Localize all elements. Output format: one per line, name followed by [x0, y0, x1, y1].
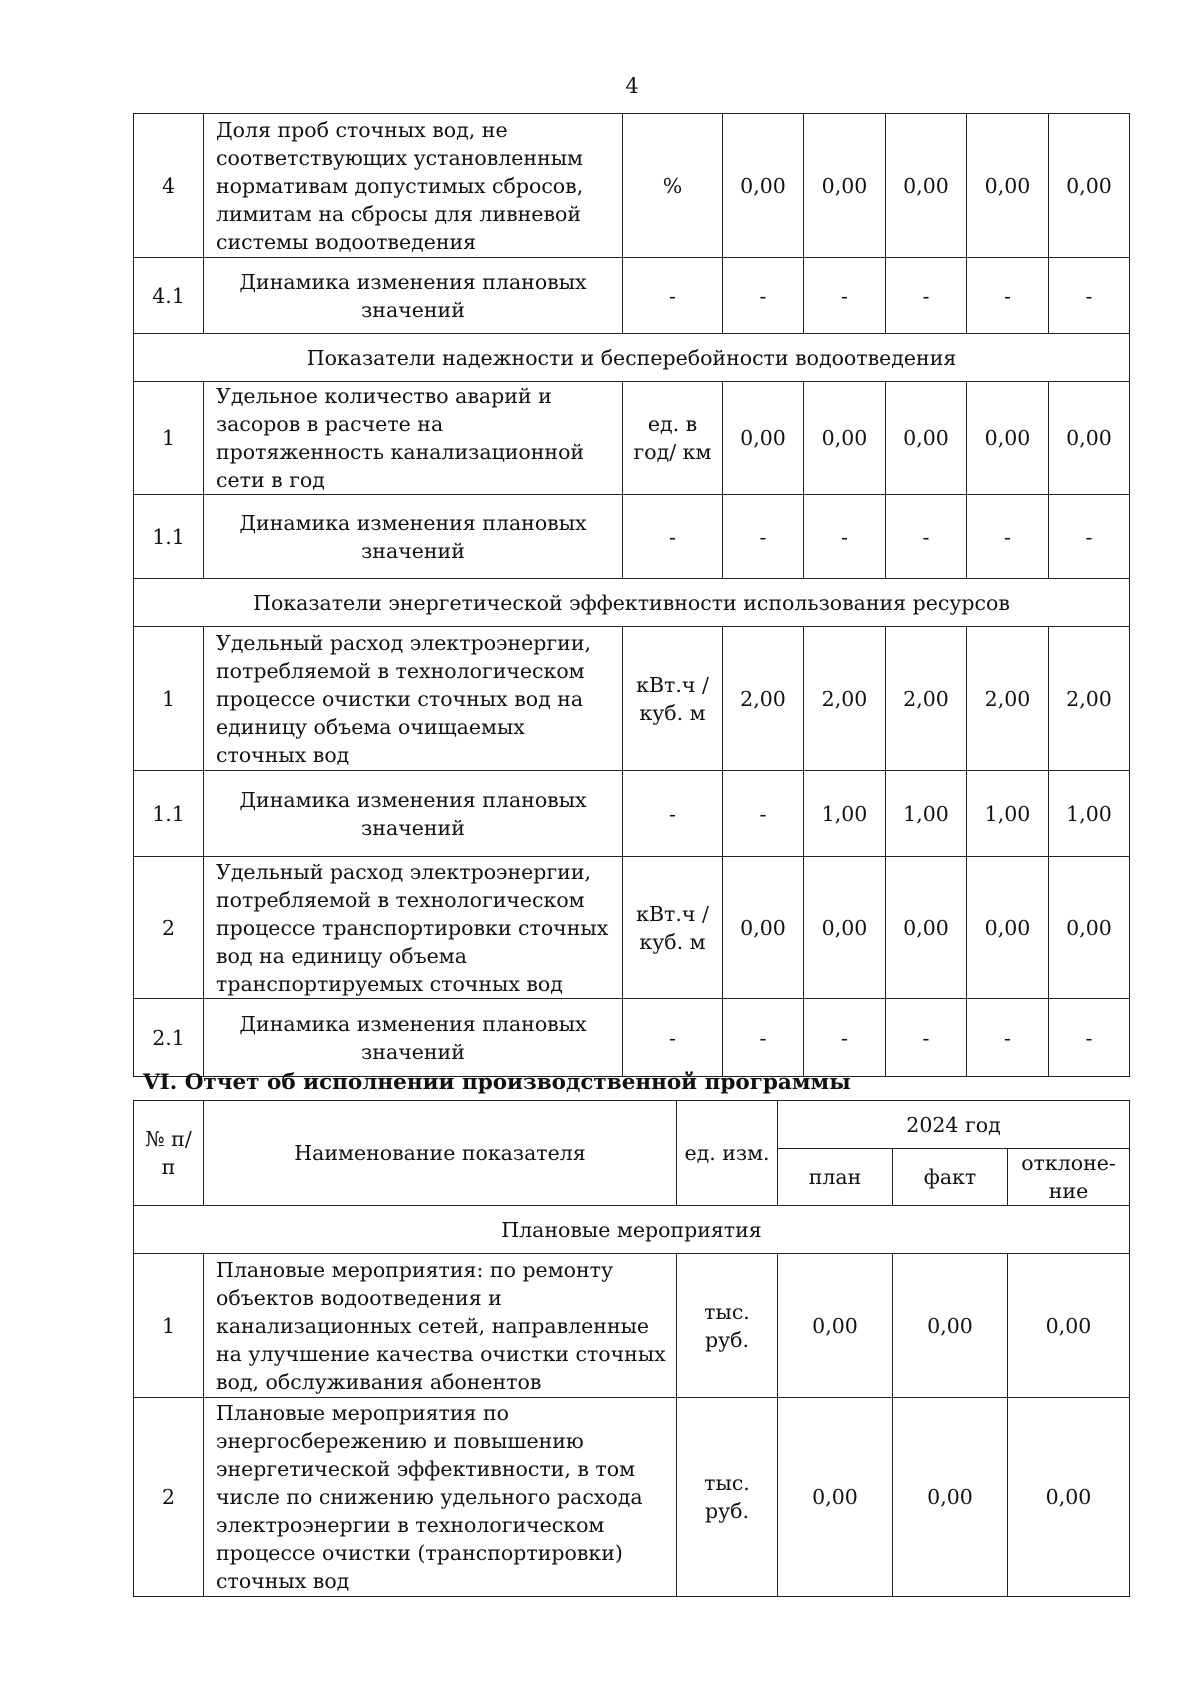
value-cell: 1,00	[886, 771, 967, 857]
indicator-name: Динамика изменения плановых значений	[204, 771, 623, 857]
table-row	[134, 771, 1130, 857]
header-name: Наименование показателя	[204, 1101, 677, 1206]
value-cell: -	[804, 258, 886, 334]
value-cell: 2,00	[1049, 627, 1130, 771]
value-cell: 0,00	[967, 857, 1049, 999]
program-report-table	[133, 1100, 1130, 1597]
value-cell: -	[723, 258, 804, 334]
measure-name: Плановые мероприятия по энергосбережению и повышению энергетической эффективности, в том числе по снижению удельного расхода электроэнергии в технологическом процессе очистки (транспортировки) сточных вод	[204, 1398, 677, 1597]
unit: -	[623, 771, 723, 857]
section-vi-title: VI. Отчет об исполнении производственной программы	[143, 1070, 851, 1095]
plan-value: 0,00	[778, 1254, 893, 1398]
value-cell: 0,00	[804, 382, 886, 495]
section-title: Показатели энергетической эффективности использования ресурсов	[134, 579, 1130, 627]
row-number: 1.1	[134, 771, 204, 857]
header-unit: ед. изм.	[677, 1101, 778, 1206]
plan-value: 0,00	[778, 1398, 893, 1597]
value-cell: 0,00	[804, 114, 886, 258]
value-cell: 1,00	[804, 771, 886, 857]
row-number: 1	[134, 627, 204, 771]
value-cell: 0,00	[804, 857, 886, 999]
section-title: Показатели надежности и бесперебойности водоотведения	[134, 334, 1130, 382]
indicator-name: Динамика изменения плановых значений	[204, 495, 623, 579]
header-plan: план	[778, 1149, 893, 1206]
indicator-name: Динамика изменения плановых значений	[204, 999, 623, 1077]
row-number: 1.1	[134, 495, 204, 579]
deviation-value: 0,00	[1008, 1398, 1130, 1597]
value-cell: -	[886, 495, 967, 579]
row-number: 2	[134, 1398, 204, 1597]
row-number: 2	[134, 857, 204, 999]
header-year: 2024 год	[778, 1101, 1130, 1149]
row-number: 1	[134, 382, 204, 495]
value-cell: 2,00	[804, 627, 886, 771]
indicator-name: Доля проб сточных вод, не соответствующих установленным нормативам допустимых сбросов, лимитам на сбросы для ливневой системы водоотведения	[204, 114, 623, 258]
value-cell: -	[886, 258, 967, 334]
value-cell: 1,00	[1049, 771, 1130, 857]
row-number: 1	[134, 1254, 204, 1398]
value-cell: 1,00	[967, 771, 1049, 857]
page-number: 4	[625, 74, 639, 98]
value-cell: 0,00	[886, 114, 967, 258]
value-cell: -	[804, 495, 886, 579]
unit: кВт.ч / куб. м	[623, 857, 723, 999]
value-cell: 0,00	[723, 857, 804, 999]
value-cell: 0,00	[1049, 382, 1130, 495]
table-row	[134, 382, 1130, 495]
table-row	[134, 1254, 1130, 1398]
value-cell: 0,00	[967, 382, 1049, 495]
value-cell: 2,00	[886, 627, 967, 771]
value-cell: -	[1049, 258, 1130, 334]
unit: -	[623, 495, 723, 579]
header-deviation: отклоне-ние	[1008, 1149, 1130, 1206]
value-cell: 0,00	[1049, 114, 1130, 258]
header-fact: факт	[893, 1149, 1008, 1206]
indicators-table	[133, 113, 1130, 1077]
row-number: 4	[134, 114, 204, 258]
value-cell: 0,00	[723, 382, 804, 495]
table-row	[134, 258, 1130, 334]
unit: %	[623, 114, 723, 258]
value-cell: 0,00	[886, 857, 967, 999]
table-row	[134, 857, 1130, 999]
value-cell: -	[723, 771, 804, 857]
value-cell: 0,00	[967, 114, 1049, 258]
header-num: № п/п	[134, 1101, 204, 1206]
value-cell: -	[723, 495, 804, 579]
table-row	[134, 114, 1130, 258]
fact-value: 0,00	[893, 1254, 1008, 1398]
section-row	[134, 334, 1130, 382]
table-row	[134, 627, 1130, 771]
value-cell: -	[723, 999, 804, 1077]
value-cell: -	[967, 495, 1049, 579]
table-row	[134, 1398, 1130, 1597]
value-cell: 2,00	[967, 627, 1049, 771]
unit: тыс. руб.	[677, 1254, 778, 1398]
value-cell: 0,00	[723, 114, 804, 258]
value-cell: -	[1049, 999, 1130, 1077]
indicator-name: Удельный расход электроэнергии, потребляемой в технологическом процессе очистки сточных вод на единицу объема очищаемых сточных вод	[204, 627, 623, 771]
table-row	[134, 495, 1130, 579]
value-cell: 0,00	[886, 382, 967, 495]
fact-value: 0,00	[893, 1398, 1008, 1597]
value-cell: -	[886, 999, 967, 1077]
section-row	[134, 579, 1130, 627]
row-number: 4.1	[134, 258, 204, 334]
unit: -	[623, 258, 723, 334]
unit: ед. в год/ км	[623, 382, 723, 495]
unit: кВт.ч / куб. м	[623, 627, 723, 771]
measure-name: Плановые мероприятия: по ремонту объектов водоотведения и канализационных сетей, направленные на улучшение качества очистки сточных вод, обслуживания абонентов	[204, 1254, 677, 1398]
section-row-label: Плановые мероприятия	[134, 1206, 1130, 1254]
table-row	[134, 999, 1130, 1077]
value-cell: -	[967, 999, 1049, 1077]
deviation-value: 0,00	[1008, 1254, 1130, 1398]
indicator-name: Удельный расход электроэнергии, потребляемой в технологическом процессе транспортировки сточных вод на единицу объема транспортируемых сточных вод	[204, 857, 623, 999]
row-number: 2.1	[134, 999, 204, 1077]
unit: тыс. руб.	[677, 1398, 778, 1597]
indicator-name: Динамика изменения плановых значений	[204, 258, 623, 334]
value-cell: 2,00	[723, 627, 804, 771]
value-cell: -	[1049, 495, 1130, 579]
value-cell: 0,00	[1049, 857, 1130, 999]
unit: -	[623, 999, 723, 1077]
indicator-name: Удельное количество аварий и засоров в расчете на протяженность канализационной сети в год	[204, 382, 623, 495]
value-cell: -	[804, 999, 886, 1077]
value-cell: -	[967, 258, 1049, 334]
